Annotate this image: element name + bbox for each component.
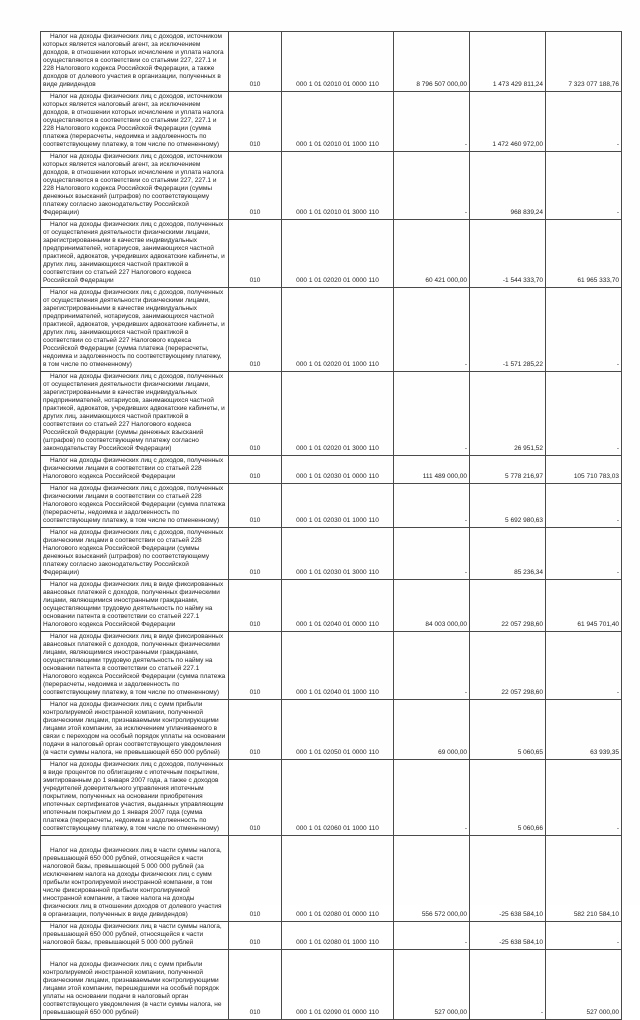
kbk-code-cell: 000 1 01 02060 01 1000 110 (282, 760, 394, 836)
table-body (41, 32, 622, 1020)
unexecuted-amount-cell: 105 710 783,03 (546, 456, 622, 484)
unexecuted-amount-cell: - (546, 92, 622, 152)
approved-amount-cell: - (394, 152, 470, 220)
approved-amount-cell: - (394, 92, 470, 152)
unexecuted-amount-cell: 7 323 077 188,76 (546, 32, 622, 92)
table-row (41, 760, 622, 836)
executed-amount-cell: 5 692 980,63 (470, 484, 546, 528)
line-code-cell: 010 (229, 700, 282, 760)
description-cell: Налог на доходы физических лиц с доходов, полученных от осуществления деятельности физическими лицами, зарегистрированными в качестве индивидуальных предпринимателей, нотариусов, занимающихся частной практикой, адвокатов, учредивших адвокатские кабинеты, и других лиц, занимающихся частной практикой в соответствии со статьей 227 Налогового кодекса Российской Федерации (41, 220, 229, 288)
line-code-cell: 010 (229, 152, 282, 220)
description-cell: Налог на доходы физических лиц с доходов, полученных физическими лицами в соответствии со статьей 228 Налогового кодекса Российской Федерации (сумма платежа (перерасчеты, недоимка и задолженность по соответствующему платежу, в том числе по отмененному) (41, 484, 229, 528)
kbk-code-cell: 000 1 01 02030 01 1000 110 (282, 484, 394, 528)
line-code-cell: 010 (229, 580, 282, 632)
line-code-cell: 010 (229, 220, 282, 288)
kbk-code-cell: 000 1 01 02010 01 3000 110 (282, 152, 394, 220)
table-row (41, 220, 622, 288)
executed-amount-cell: 968 839,24 (470, 152, 546, 220)
budget-revenue-table (40, 31, 622, 1020)
approved-amount-cell: - (394, 922, 470, 950)
description-cell: Налог на доходы физических лиц с сумм прибыли контролируемой иностранной компании, полученной физическими лицами, признаваемыми контролирующими лицами этой компании, за исключением уплачиваемого в связи с переходом на особый порядок уплаты на основании подачи в налоговый орган соответствующего уведомления (в части суммы налога, не превышающей 650 000 рублей) (41, 700, 229, 760)
unexecuted-amount-cell: - (546, 152, 622, 220)
approved-amount-cell: 69 000,00 (394, 700, 470, 760)
table-row (41, 950, 622, 1020)
kbk-code-cell: 000 1 01 02030 01 3000 110 (282, 528, 394, 580)
line-code-cell: 010 (229, 92, 282, 152)
unexecuted-amount-cell: - (546, 760, 622, 836)
approved-amount-cell: - (394, 760, 470, 836)
line-code-cell: 010 (229, 922, 282, 950)
table-row (41, 32, 622, 92)
unexecuted-amount-cell: 61 945 701,40 (546, 580, 622, 632)
description-cell: Налог на доходы физических лиц с доходов, полученных физическими лицами в соответствии со статьей 228 Налогового кодекса Российской Федерации (41, 456, 229, 484)
table-row (41, 456, 622, 484)
table-row (41, 580, 622, 632)
table-row (41, 484, 622, 528)
executed-amount-cell: 1 473 429 811,24 (470, 32, 546, 92)
table-row (41, 528, 622, 580)
kbk-code-cell: 000 1 01 02080 01 0000 110 (282, 836, 394, 922)
description-cell: Налог на доходы физических лиц с доходов, полученных в виде процентов по облигациям с ипотечным покрытием, эмитированным до 1 января 2007 года, а также с доходов учредителей доверительного управления ипотечным покрытием, полученных на основании приобретения ипотечных сертификатов участия, выданных управляющим ипотечным покрытием до 1 января 2007 года (сумма платежа (перерасчеты, недоимка и задолженность по соответствующему платежу, в том числе по отмененному) (41, 760, 229, 836)
kbk-code-cell: 000 1 01 02010 01 0000 110 (282, 32, 394, 92)
table-row (41, 632, 622, 700)
executed-amount-cell: -1 544 333,70 (470, 220, 546, 288)
approved-amount-cell: 527 000,00 (394, 950, 470, 1020)
executed-amount-cell: - (470, 950, 546, 1020)
line-code-cell: 010 (229, 950, 282, 1020)
executed-amount-cell: -25 638 584,10 (470, 922, 546, 950)
line-code-cell: 010 (229, 760, 282, 836)
line-code-cell: 010 (229, 456, 282, 484)
executed-amount-cell: -25 638 584,10 (470, 836, 546, 922)
approved-amount-cell: 111 489 000,00 (394, 456, 470, 484)
description-cell: Налог на доходы физических лиц с доходов, полученных от осуществления деятельности физическими лицами, зарегистрированными в качестве индивидуальных предпринимателей, нотариусов, занимающихся частной практикой, адвокатов, учредивших адвокатские кабинеты, и других лиц, занимающихся частной практикой в соответствии со статьей 227 Налогового кодекса Российской Федерации (сумма платежа (перерасчеты, недоимка и задолженность по соответствующему платежу, в том числе по отмененному) (41, 288, 229, 372)
table-row (41, 922, 622, 950)
executed-amount-cell: 22 057 298,60 (470, 580, 546, 632)
approved-amount-cell: - (394, 484, 470, 528)
description-cell: Налог на доходы физических лиц с доходов, источником которых является налоговый агент, за исключением доходов, в отношении которых исчисление и уплата налога осуществляются в соответствии со статьями 227, 227.1 и 228 Налогового кодекса Российской Федерации (сумма платежа (перерасчеты, недоимка и задолженность по соответствующему платежу, в том числе по отмененному) (41, 92, 229, 152)
executed-amount-cell: 26 951,52 (470, 372, 546, 456)
approved-amount-cell: 60 421 000,00 (394, 220, 470, 288)
line-code-cell: 010 (229, 372, 282, 456)
unexecuted-amount-cell: 63 939,35 (546, 700, 622, 760)
table-row (41, 92, 622, 152)
description-cell: Налог на доходы физических лиц в части суммы налога, превышающей 650 000 рублей, относящейся к части налоговой базы, превышающей 5 000 000 рублей (41, 922, 229, 950)
executed-amount-cell: 5 060,66 (470, 760, 546, 836)
approved-amount-cell: - (394, 372, 470, 456)
kbk-code-cell: 000 1 01 02040 01 1000 110 (282, 632, 394, 700)
kbk-code-cell: 000 1 01 02040 01 0000 110 (282, 580, 394, 632)
approved-amount-cell: - (394, 632, 470, 700)
unexecuted-amount-cell: - (546, 288, 622, 372)
description-cell: Налог на доходы физических лиц с доходов, источником которых является налоговый агент, за исключением доходов, в отношении которых исчисление и уплата налога осуществляются в соответствии со статьями 227, 227.1 и 228 Налогового кодекса Российской Федерации, а также доходов от долевого участия в организации, полученных в виде дивидендов (41, 32, 229, 92)
table-row (41, 288, 622, 372)
unexecuted-amount-cell: - (546, 484, 622, 528)
kbk-code-cell: 000 1 01 02030 01 0000 110 (282, 456, 394, 484)
approved-amount-cell: 556 572 000,00 (394, 836, 470, 922)
description-cell: Налог на доходы физических лиц в виде фиксированных авансовых платежей с доходов, полученных физическими лицами, являющимися иностранными гражданами, осуществляющими трудовую деятельность по найму на основании патента в соответствии со статьей 227.1 Налогового кодекса Российской Федерации (сумма платежа (перерасчеты, недоимка и задолженность по соответствующему платежу, в том числе по отмененному) (41, 632, 229, 700)
kbk-code-cell: 000 1 01 02090 01 0000 110 (282, 950, 394, 1020)
kbk-code-cell: 000 1 01 02020 01 0000 110 (282, 220, 394, 288)
kbk-code-cell: 000 1 01 02050 01 0000 110 (282, 700, 394, 760)
approved-amount-cell: - (394, 528, 470, 580)
unexecuted-amount-cell: - (546, 528, 622, 580)
line-code-cell: 010 (229, 528, 282, 580)
approved-amount-cell: - (394, 288, 470, 372)
line-code-cell: 010 (229, 484, 282, 528)
table-row (41, 836, 622, 922)
description-cell: Налог на доходы физических лиц в виде фиксированных авансовых платежей с доходов, полученных физическими лицами, являющимися иностранными гражданами, осуществляющими трудовую деятельность по найму на основании патента в соответствии со статьей 227.1 Налогового кодекса Российской Федерации (41, 580, 229, 632)
description-cell: Налог на доходы физических лиц в части суммы налога, превышающей 650 000 рублей, относящейся к части налоговой базы, превышающей 5 000 000 рублей (за исключением налога на доходы физических лиц с сумм прибыли контролируемой иностранной компании, в том числе фиксированной прибыли контролируемой иностранной компании, а также налога на доходы физических лиц в отношении доходов от долевого участия в организации, полученных в виде дивидендов) (41, 836, 229, 922)
executed-amount-cell: 85 236,34 (470, 528, 546, 580)
line-code-cell: 010 (229, 288, 282, 372)
line-code-cell: 010 (229, 32, 282, 92)
unexecuted-amount-cell: - (546, 632, 622, 700)
approved-amount-cell: 84 003 000,00 (394, 580, 470, 632)
executed-amount-cell: 5 060,65 (470, 700, 546, 760)
description-cell: Налог на доходы физических лиц с доходов, источником которых является налоговый агент, за исключением доходов, в отношении которых исчисление и уплата налога осуществляются в соответствии со статьями 227, 227.1 и 228 Налогового кодекса Российской Федерации (суммы денежных взысканий (штрафов) по соответствующему платежу согласно законодательству Российской Федерации) (41, 152, 229, 220)
line-code-cell: 010 (229, 632, 282, 700)
line-code-cell: 010 (229, 836, 282, 922)
table-row (41, 700, 622, 760)
description-cell: Налог на доходы физических лиц с доходов, полученных физическими лицами в соответствии со статьей 228 Налогового кодекса Российской Федерации (суммы денежных взысканий (штрафов) по соответствующему платежу согласно законодательству Российской Федерации) (41, 528, 229, 580)
table-row (41, 152, 622, 220)
kbk-code-cell: 000 1 01 02020 01 1000 110 (282, 288, 394, 372)
unexecuted-amount-cell: - (546, 922, 622, 950)
executed-amount-cell: 1 472 460 972,00 (470, 92, 546, 152)
unexecuted-amount-cell: 527 000,00 (546, 950, 622, 1020)
table-row (41, 372, 622, 456)
description-cell: Налог на доходы физических лиц с сумм прибыли контролируемой иностранной компании, полученной физическими лицами, признаваемыми контролирующими лицами этой компании, перешедшими на особый порядок уплаты на основании подачи в налоговый орган соответствующего уведомления (в части суммы налога, не превышающей 650 000 рублей) (41, 950, 229, 1020)
unexecuted-amount-cell: 582 210 584,10 (546, 836, 622, 922)
approved-amount-cell: 8 796 507 000,00 (394, 32, 470, 92)
executed-amount-cell: 5 778 216,97 (470, 456, 546, 484)
unexecuted-amount-cell: 61 965 333,70 (546, 220, 622, 288)
unexecuted-amount-cell: - (546, 372, 622, 456)
kbk-code-cell: 000 1 01 02080 01 1000 110 (282, 922, 394, 950)
executed-amount-cell: -1 571 285,22 (470, 288, 546, 372)
executed-amount-cell: 22 057 298,60 (470, 632, 546, 700)
description-cell: Налог на доходы физических лиц с доходов, полученных от осуществления деятельности физическими лицами, зарегистрированными в качестве индивидуальных предпринимателей, нотариусов, занимающихся частной практикой, адвокатов, учредивших адвокатские кабинеты, и других лиц, занимающихся частной практикой в соответствии со статьей 227 Налогового кодекса Российской Федерации (суммы денежных взысканий (штрафов) по соответствующему платежу согласно законодательству Российской Федерации) (41, 372, 229, 456)
kbk-code-cell: 000 1 01 02010 01 1000 110 (282, 92, 394, 152)
kbk-code-cell: 000 1 01 02020 01 3000 110 (282, 372, 394, 456)
